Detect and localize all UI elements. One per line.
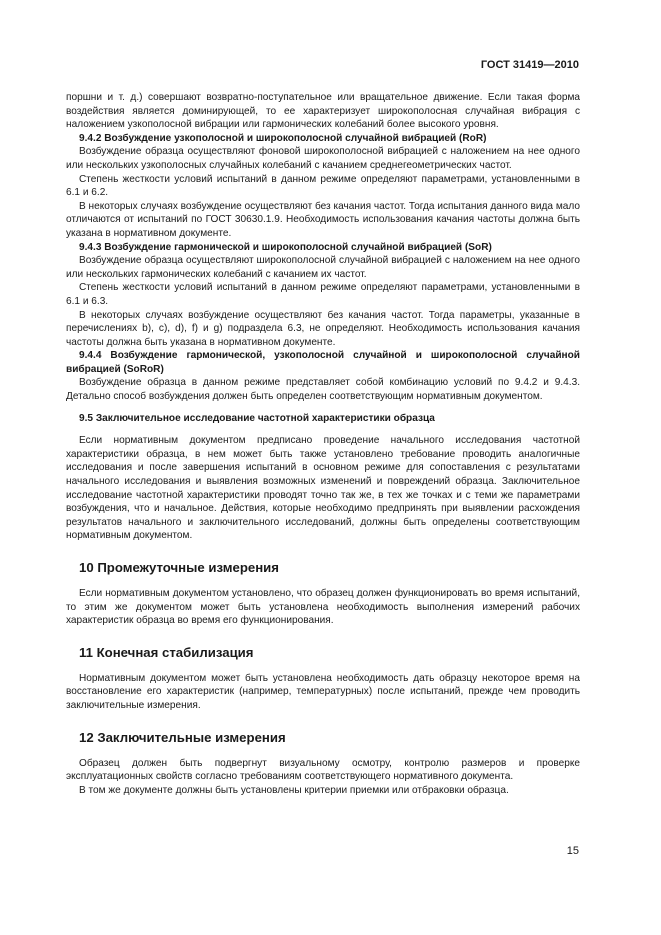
paragraph: Возбуждение образца осуществляют фоновой широкополосной вибрацией с наложением на нее одного или нескольких узкополосных случайных колебаний с качанием среднегеометрических частот. <box>66 146 580 171</box>
subsection-9-4-4-heading: 9.4.4 Возбуждение гармонической, узкополосной случайной и широкополосной случайной вибрацией (SoRoR) <box>66 350 580 375</box>
paragraph: Степень жесткости условий испытаний в данном режиме определяют параметрами, установленными в 6.1 и 6.2. <box>66 173 580 199</box>
paragraph: Образец должен быть подвергнут визуальному осмотру, контролю размеров и проверке эксплуатационных свойств согласно требованиям соответствующего нормативного документа. <box>66 757 580 783</box>
paragraph: Возбуждение образца в данном режиме представляет собой комбинацию условий по 9.4.2 и 9.4.3. Детально способ возбуждения должен быть определен соответствующим нормативным документом. <box>66 377 580 403</box>
paragraph: Нормативным документом может быть установлена необходимость дать образцу некоторое время на восстановление его характеристик (например, температурных) после испытаний, прежде чем проводить заключительные измерения. <box>66 672 580 711</box>
section-11-heading: 11 Конечная стабилизация <box>79 644 254 660</box>
paragraph: Если нормативным документом предписано проведение начального исследования частотной характеристики образца, в нем может быть также установлено требование проводить аналогичные исследования и после завершения испытаний в основном режиме для сопоставления с результатами начального исследования и выявления возможных изменений и повреждений образца. Заключительное исследование частотной характеристики проводят точно так же, в тех же точках и с теми же параметрами возбуждения, что и начальное. Действия, которые необходимо предпринять при выявлении расхождения результатов начального и заключительного исследований, должны быть определены соответствующим нормативным документом. <box>66 435 580 542</box>
page-number: 15 <box>566 845 579 857</box>
paragraph: Если нормативным документом установлено, что образец должен функционировать во время испытаний, то этим же документом может быть установлена необходимость выполнения измерений рабочих характеристик образца во время его функционирования. <box>66 588 580 627</box>
subsection-9-4-3-heading: 9.4.3 Возбуждение гармонической и широкополосной случайной вибрацией (SoR) <box>79 241 492 253</box>
paragraph-continuation: поршни и т. д.) совершают возвратно-поступательное или вращательное движение. Если такая форма воздействия является доминирующей, то ее характеризует широкополосная случайная вибрация с наложением узкополосной вибрации или гармонических колебаний более высокого уровня. <box>66 92 580 131</box>
paragraph: В том же документе должны быть установлены критерии приемки или отбраковки образца. <box>79 784 509 796</box>
paragraph: Степень жесткости условий испытаний в данном режиме определяют параметрами, установленными в 6.1 и 6.3. <box>66 282 580 307</box>
page-content <box>66 91 580 797</box>
paragraph: Возбуждение образца осуществляют широкополосной случайной вибрацией с наложением на нее одного или нескольких гармонических колебаний с качанием их частот. <box>66 255 580 280</box>
paragraph: В некоторых случаях возбуждение осуществляют без качания частот. Тогда параметры, указанные в перечислениях b), c), d), f) и g) подраздела 6.3, не определяют. Необходимость использования качания частоты должна быть указана в нормативном документе. <box>66 309 580 348</box>
subsection-9-4-2-heading: 9.4.2 Возбуждение узкополосной и широкополосной случайной вибрацией (RoR) <box>79 132 487 144</box>
document-header: ГОСТ 31419—2010 <box>480 59 579 71</box>
paragraph: В некоторых случаях возбуждение осуществляют без качания частот. Тогда испытания данного вида мало отличаются от испытаний по ГОСТ 30630.1.9. Необходимость использования качания частоты должна быть указана в нормативном документе. <box>66 200 580 239</box>
subsection-9-5-heading: 9.5 Заключительное исследование частотной характеристики образца <box>79 412 435 424</box>
section-12-heading: 12 Заключительные измерения <box>79 729 286 745</box>
section-10-heading: 10 Промежуточные измерения <box>79 560 279 575</box>
